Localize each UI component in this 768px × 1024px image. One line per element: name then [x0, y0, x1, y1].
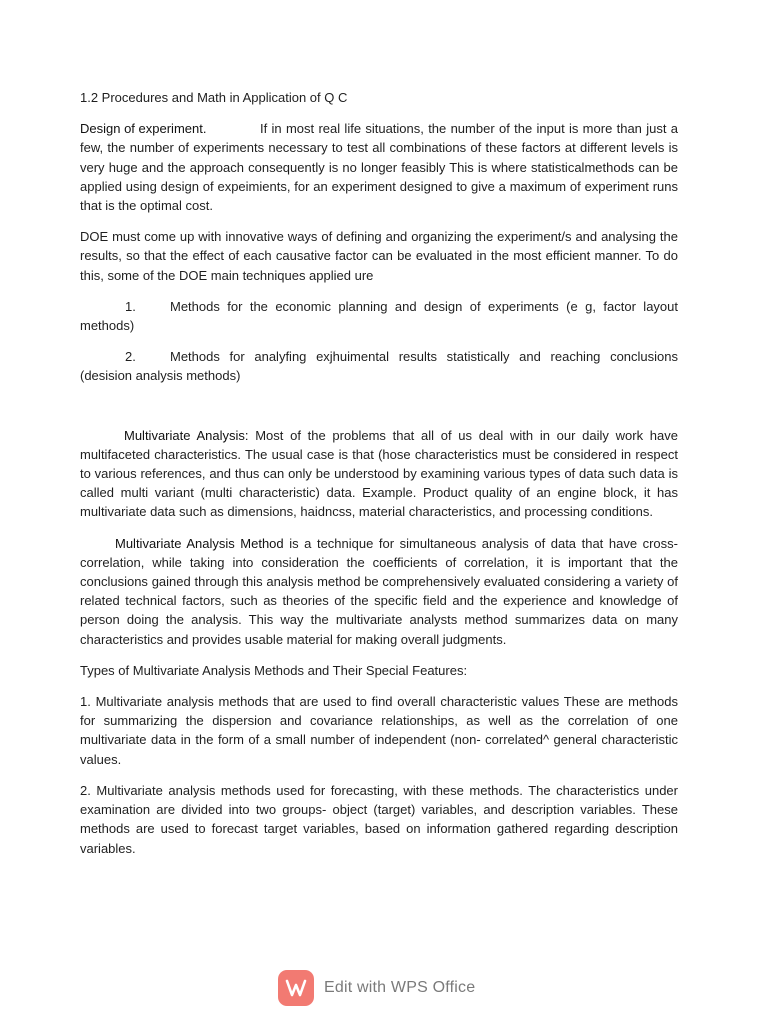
doe-term: Design of experiment. — [80, 121, 207, 137]
multivariate-term: Multivariate Analysis: — [124, 427, 249, 443]
wps-edit-label: Edit with WPS Office — [324, 979, 476, 996]
list-text: Methods for the economic planning and design of experiments (e g, factor layout methods) — [80, 298, 678, 334]
list-text: Methods for analyfing exjhuimental results statistically and reaching conclusions (desision analysis methods) — [80, 349, 678, 384]
method-paragraph — [80, 534, 678, 649]
doe-paragraph-2: DOE must come up with innovative ways of defining and organizing the experiment/s and analysing the results, so that the effect of each causative factor can be evaluated in the most efficient manner. To do this, some of the DOE main techniques applied ure — [80, 229, 678, 283]
doe-list-item-2 — [80, 347, 678, 385]
doe-list-item-1 — [80, 297, 678, 335]
multivariate-paragraph — [80, 426, 678, 522]
wps-w-glyph — [284, 976, 308, 1000]
multivariate-text: Most of the problems that all of us deal with in our daily work have multifaceted characteristics. The usual case is that (hose characteristics must be considered in respect to various references, and thus can only be understood by examining various types of data such data is called multi variant (multi characteristic) data. Example. Product quality of an engine block, it has multivariate data such as dimensions, haidncss, material characteristics, and processing conditions. — [80, 427, 678, 520]
document-page — [80, 88, 678, 870]
list-number: 1. — [125, 298, 136, 314]
wps-edit-banner[interactable] — [278, 970, 475, 1006]
types-item-1: 1. Multivariate analysis methods that are used to find overall characteristic values These are methods for summarizing the dispersion and covariance relationships, as well as the correlation of one multivariate data in the form of a small number of independent (non- correlated^ general characteristic values. — [80, 694, 678, 767]
types-item-2: 2. Multivariate analysis methods used for forecasting, with these methods. The characteristics under examination are divided into two groups- object (target) variables, and description variables. These methods are used to forecast target variables, based on information gathered regarding description variables. — [80, 782, 678, 856]
types-heading: Types of Multivariate Analysis Methods and Their Special Features: — [80, 662, 468, 678]
doe-text: If in most real life situations, the number of the input is more than just a few, the number of experiments necessary to test all combinations of these factors at different levels is very huge and the approach consequently is no longer feasibly This is where statisticalmethods can be applied using design of expeimients, for an experiment designed to give a maximum of experiment runs that is the optimal cost. — [80, 121, 678, 214]
section-heading: 1.2 Procedures and Math in Application of Q C — [80, 90, 348, 105]
list-number: 2. — [125, 349, 136, 365]
method-text: is a technique for simultaneous analysis of data that have cross- correlation, while taking into consideration the coefficients of correlation, it is important that the conclusions gained through this analysis method be comprehensively evaluated considering a variety of related technical factors, such as theories of the specific field and the experience and knowledge of person doing the analysis. This way the multivariate analysts method summarizes data on many characteristics and provides usable material for making overall judgments. — [80, 535, 678, 647]
wps-logo-icon — [278, 970, 314, 1006]
doe-paragraph — [80, 119, 678, 215]
method-term: Multivariate Analysis Method — [115, 535, 284, 551]
